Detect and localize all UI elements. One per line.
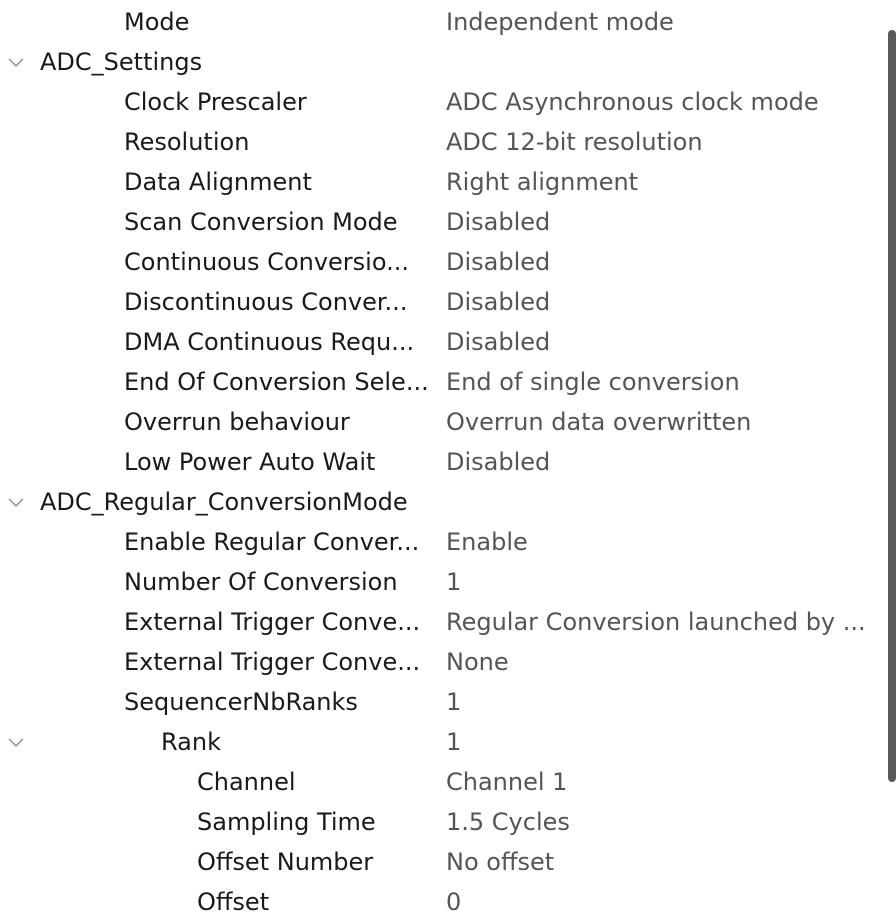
- property-name: Data Alignment: [124, 168, 312, 196]
- tree-row-dma-continuous-requests[interactable]: [0, 322, 886, 362]
- chevron-down-icon[interactable]: [7, 736, 25, 748]
- tree-row-mode[interactable]: [0, 2, 886, 42]
- property-name: Channel: [197, 768, 296, 796]
- tree-row-sequencer-nb-ranks[interactable]: [0, 682, 886, 722]
- property-name: Enable Regular Conver...: [124, 528, 420, 556]
- property-value[interactable]: 0: [446, 888, 462, 916]
- property-name: Number Of Conversion: [124, 568, 398, 596]
- property-value[interactable]: Disabled: [446, 448, 551, 476]
- property-value[interactable]: Channel 1: [446, 768, 568, 796]
- subgroup-rank[interactable]: [0, 722, 886, 762]
- chevron-down-icon[interactable]: [7, 56, 25, 68]
- vertical-scrollbar[interactable]: [888, 30, 896, 782]
- tree-row-low-power-auto-wait[interactable]: [0, 442, 886, 482]
- property-value[interactable]: ADC Asynchronous clock mode: [446, 88, 819, 116]
- property-name: End Of Conversion Sele...: [124, 368, 429, 396]
- group-name: ADC_Settings: [40, 48, 203, 76]
- tree-row-channel[interactable]: [0, 762, 886, 802]
- property-name: Scan Conversion Mode: [124, 208, 398, 236]
- property-name: Resolution: [124, 128, 250, 156]
- property-value[interactable]: Independent mode: [446, 8, 674, 36]
- chevron-down-icon[interactable]: [7, 496, 25, 508]
- property-name: External Trigger Conve...: [124, 648, 421, 676]
- tree-row-resolution[interactable]: [0, 122, 886, 162]
- property-value[interactable]: Enable: [446, 528, 528, 556]
- property-value[interactable]: 1: [446, 568, 462, 596]
- property-tree: [0, 2, 886, 922]
- tree-row-data-alignment[interactable]: [0, 162, 886, 202]
- group-adc-regular-conversion-mode[interactable]: [0, 482, 886, 522]
- tree-row-enable-regular-conversions[interactable]: [0, 522, 886, 562]
- tree-row-number-of-conversion[interactable]: [0, 562, 886, 602]
- tree-row-discontinuous-conversion[interactable]: [0, 282, 886, 322]
- property-name: Low Power Auto Wait: [124, 448, 376, 476]
- property-value[interactable]: Disabled: [446, 328, 551, 356]
- tree-row-external-trigger-conversion-edge[interactable]: [0, 642, 886, 682]
- group-name: ADC_Regular_ConversionMode: [40, 488, 408, 516]
- property-value[interactable]: Disabled: [446, 208, 551, 236]
- group-adc-settings[interactable]: [0, 42, 886, 82]
- tree-row-external-trigger-conversion-source[interactable]: [0, 602, 886, 642]
- tree-row-end-of-conversion-selection[interactable]: [0, 362, 886, 402]
- property-value[interactable]: 1: [446, 728, 462, 756]
- property-name: Clock Prescaler: [124, 88, 307, 116]
- property-name: Overrun behaviour: [124, 408, 350, 436]
- property-name: Rank: [161, 728, 221, 756]
- property-name: Mode: [124, 8, 190, 36]
- property-name: Sampling Time: [197, 808, 376, 836]
- property-value[interactable]: 1: [446, 688, 462, 716]
- property-value[interactable]: Right alignment: [446, 168, 639, 196]
- property-value[interactable]: ADC 12-bit resolution: [446, 128, 703, 156]
- tree-row-offset[interactable]: [0, 882, 886, 922]
- property-name: DMA Continuous Requ...: [124, 328, 415, 356]
- property-value[interactable]: Regular Conversion launched by ...: [446, 608, 866, 636]
- tree-row-scan-conversion-mode[interactable]: [0, 202, 886, 242]
- property-value[interactable]: None: [446, 648, 509, 676]
- property-value[interactable]: 1.5 Cycles: [446, 808, 570, 836]
- property-value[interactable]: End of single conversion: [446, 368, 740, 396]
- tree-row-continuous-conversion[interactable]: [0, 242, 886, 282]
- property-name: Offset: [197, 888, 270, 916]
- property-value[interactable]: No offset: [446, 848, 555, 876]
- property-name: Discontinuous Conver...: [124, 288, 408, 316]
- property-name: Offset Number: [197, 848, 374, 876]
- tree-row-overrun-behaviour[interactable]: [0, 402, 886, 442]
- tree-row-clock-prescaler[interactable]: [0, 82, 886, 122]
- property-name: SequencerNbRanks: [124, 688, 358, 716]
- tree-row-sampling-time[interactable]: [0, 802, 886, 842]
- property-name: Continuous Conversio...: [124, 248, 409, 276]
- property-value[interactable]: Overrun data overwritten: [446, 408, 752, 436]
- tree-row-offset-number[interactable]: [0, 842, 886, 882]
- property-value[interactable]: Disabled: [446, 248, 551, 276]
- property-name: External Trigger Conve...: [124, 608, 421, 636]
- property-value[interactable]: Disabled: [446, 288, 551, 316]
